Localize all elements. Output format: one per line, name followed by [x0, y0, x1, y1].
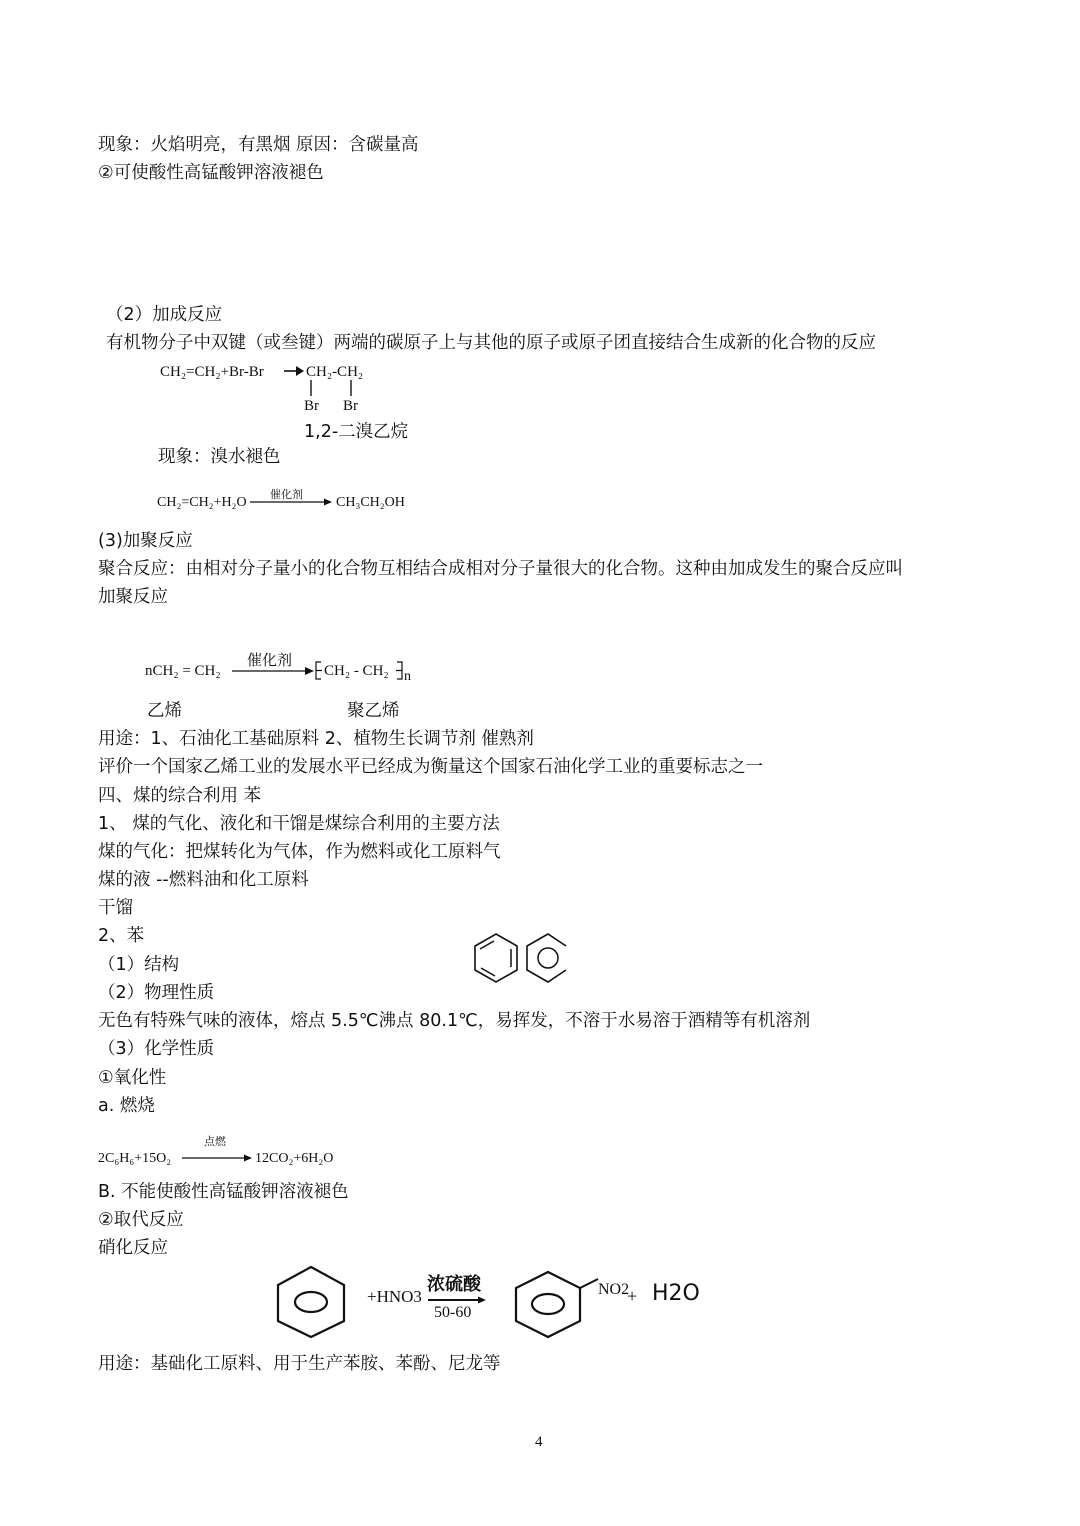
addition-heading: （2）加成反应 — [106, 305, 223, 325]
polymer-definition-1: 聚合反应：由相对分子量小的化合物互相结合成相对分子量很大的化合物。这种由加成发生的聚合反应叫 — [98, 559, 903, 579]
nitric-acid: +HNO3 — [367, 1287, 422, 1306]
benzene-reactant-icon — [274, 1265, 348, 1339]
addition-definition: 有机物分子中双键（或叁键）两端的碳原子上与其他的原子或原子团直接结合生成新的化合物的反应 — [106, 333, 876, 353]
bromine-label-2: Br — [343, 398, 358, 414]
nitrobenzene-icon — [512, 1270, 602, 1340]
page-number: 4 — [535, 1434, 543, 1450]
kmno4-fade-line: ②可使酸性高锰酸钾溶液褪色 — [98, 163, 324, 183]
combustion-left: 2C₆H₆+15O₂ — [98, 1151, 172, 1166]
coal-gasification: 煤的气化：把煤转化为气体，作为燃料或化工原料气 — [98, 842, 501, 862]
polymer-heading: (3)加聚反应 — [98, 531, 193, 551]
structure-heading: （1）结构 — [98, 955, 180, 975]
ethylene-uses: 用途：1、石油化工基础原料 2、植物生长调节剂 催熟剂 — [98, 729, 534, 749]
coal-heading: 四、煤的综合利用 苯 — [98, 786, 262, 806]
hydration-arrow — [250, 497, 332, 507]
combustion-right: 12CO₂+6H₂O — [255, 1151, 334, 1166]
polyethylene-label: 聚乙烯 — [347, 701, 400, 721]
plus-sign: + — [627, 1286, 638, 1306]
oxidation-heading: ①氧化性 — [98, 1068, 167, 1088]
bromine-label-1: Br — [304, 398, 319, 414]
benzene-uses: 用途：基础化工原料、用于生产苯胺、苯酚、尼龙等 — [98, 1354, 501, 1374]
polymer-right: CH₂ - CH₂ — [324, 663, 389, 679]
polymer-left: nCH₂ = CH₂ — [145, 663, 221, 679]
water-product: H2O — [652, 1281, 700, 1306]
combustion-condition: 点燃 — [204, 1135, 226, 1148]
polymer-arrow — [232, 666, 314, 676]
chemical-heading: （3）化学性质 — [98, 1039, 215, 1059]
hydration-right: CH₃CH₂OH — [336, 495, 405, 510]
no-kmno4-line: B. 不能使酸性高锰酸钾溶液褪色 — [98, 1182, 349, 1202]
physical-heading: （2）物理性质 — [98, 983, 215, 1003]
nitration-heading: 硝化反应 — [98, 1238, 168, 1258]
hydration-left: CH₂=CH₂+H₂O — [157, 495, 247, 510]
combustion-heading: a. 燃烧 — [98, 1096, 155, 1116]
benzene-heading: 2、苯 — [98, 926, 145, 946]
substitution-heading: ②取代反应 — [98, 1210, 184, 1230]
polymer-definition-2: 加聚反应 — [98, 587, 168, 607]
hydration-catalyst: 催化剂 — [270, 488, 303, 501]
polymer-catalyst: 催化剂 — [247, 651, 293, 669]
nitration-temperature: 50-60 — [434, 1304, 472, 1321]
polymer-n: n — [404, 669, 411, 684]
benzene-ring-icon — [524, 932, 568, 984]
coal-dry-distillation: 干馏 — [98, 898, 133, 918]
bromine-water-phenomenon: 现象：溴水褪色 — [158, 447, 281, 467]
flame-phenomenon: 现象：火焰明亮，有黑烟 原因：含碳量高 — [98, 135, 419, 155]
coal-liquefaction: 煤的液 --燃料油和化工原料 — [98, 870, 309, 890]
dibromo-name: 1,2-二溴乙烷 — [304, 422, 409, 442]
combustion-arrow — [182, 1153, 252, 1163]
benzene-kekule-icon — [472, 932, 520, 984]
evaluation-line: 评价一个国家乙烯工业的发展水平已经成为衡量这个国家石油化学工业的重要标志之一 — [98, 757, 763, 777]
bromination-product: CH₂-CH₂ — [306, 364, 364, 380]
bromination-reactants: CH₂=CH₂+Br-Br — [160, 364, 264, 380]
physical-description: 无色有特殊气味的液体，熔点 5.5℃沸点 80.1℃，易挥发，不溶于水易溶于酒精等有机溶剂 — [98, 1011, 811, 1031]
bromination-arrow — [284, 364, 304, 378]
coal-methods: 1、 煤的气化、液化和干馏是煤综合利用的主要方法 — [98, 814, 500, 834]
sulfuric-acid-catalyst: 浓硫酸 — [427, 1274, 481, 1295]
ethylene-label: 乙烯 — [147, 701, 182, 721]
polymer-bracket-left — [314, 661, 324, 681]
nitro-group: NO2 — [598, 1281, 630, 1298]
